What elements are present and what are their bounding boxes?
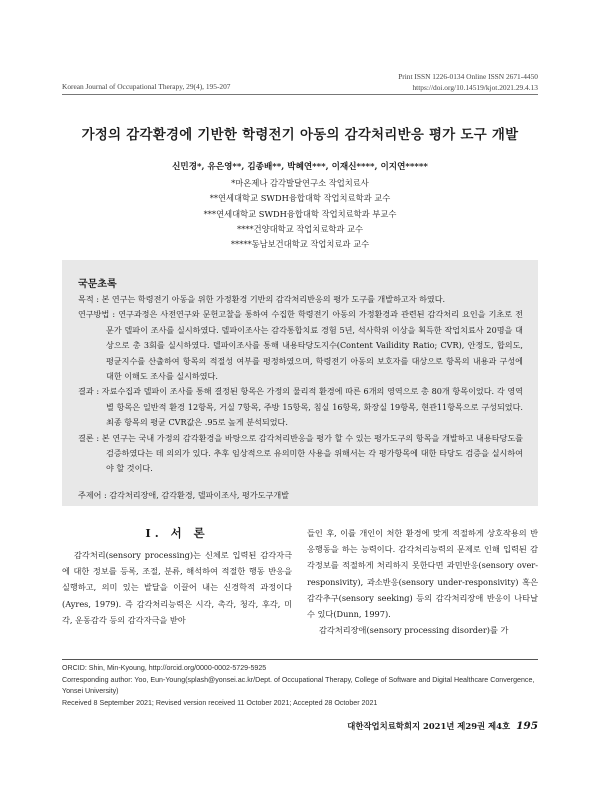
footnote-received: Received 8 September 2021; Revised version received 11 October 2021; Accepted 28 October 2021 [62, 698, 378, 707]
journal-citation: Korean Journal of Occupational Therapy, 29(4), 195-207 [62, 82, 231, 91]
intro-paragraph: 감각처리(sensory processing)는 신체로 입력된 감각자극에 대한 정보를 등록, 조절, 분류, 해석하여 적절한 행동 반응을 실행하고, 의미 있는 발달을 이끌어 내는 신경학적 과정이다(Ayres, 1979). 즉 감각처리능력은 시각, 촉각, 청각, 후각, 미각, 운동감각 등의 감각자극을 받아 [62, 550, 292, 625]
issn-block [398, 71, 538, 93]
keywords: 주제어 : 감각처리장애, 감각환경, 델파이조사, 평가도구개발 [78, 490, 289, 500]
footnote-corresponding: Corresponding author: Yoo, Eun-Young(splash@yonsei.ac.kr/Dept. of Occupational Therapy, College of Software and Digital Healthcare Convergence, Yonsei University) [62, 675, 535, 695]
footnote-rule [62, 659, 538, 660]
affiliation: ****건양대학교 작업치료학과 교수 [236, 223, 364, 234]
intro-paragraph: 들인 후, 이를 개인이 처한 환경에 맞게 적절하게 상호작용의 반응행동을 하는 능력이다. 감각처리능력의 문제로 인해 입력된 감각정보를 적절하게 처리하지 못한다면 과민반응(sensory over-responsivity), 과소반응(sensory under-responsivity) 혹은 감각추구(sensory seeking) 등의 감각처리장애 반응이 나타날 수 있다(Dunn, 1997). [307, 528, 538, 620]
abstract-body [78, 292, 523, 477]
right-column [307, 525, 538, 638]
author-list: 신민경*, 유은영**, 김종배**, 박혜연***, 이재신****, 이지연***** [172, 162, 428, 172]
affiliation: *마온제나 감각발달연구소 작업치료사 [231, 178, 369, 188]
footnote-orcid: ORCID: Shin, Min-Kyoung, http://orcid.org/0000-0002-5729-5925 [62, 664, 267, 672]
intro-paragraph: 감각처리장애(sensory processing disorder)를 가 [319, 625, 509, 636]
footnotes [62, 663, 538, 709]
abstract-results: 결과 : 자료수집과 델파이 조사를 통해 결정된 항목은 가정의 물리적 환경에 따른 6개의 영역으로 총 80개 항목이었다. 각 영역별 항목은 일반적 환경 12항목, 거실 7항목, 주방 15항목, 침실 16항목, 화장실 19항목, 현관11항목으로 구성되었다. 최종 항목의 평균 CVR값은 .95로 높게 분석되었다. [78, 386, 523, 428]
footer-journal: 대한작업치료학회지 2021년 제29권 제4호 [347, 721, 511, 731]
paper-title: 가정의 감각환경에 기반한 학령전기 아동의 감각처리반응 평가 도구 개발 [81, 127, 519, 143]
issn-line: Print ISSN 1226-0134 Online ISSN 2671-4450 [398, 72, 538, 81]
affiliation: *****동남보건대학교 작업치료과 교수 [230, 239, 370, 250]
doi-link[interactable]: https://doi.org/10.14519/kjot.2021.29.4.13 [412, 83, 538, 92]
abstract-purpose: 목적 : 본 연구는 학령전기 아동을 위한 가정환경 기반의 감각처리반응의 평가 도구를 개발하고자 하였다. [78, 294, 446, 304]
header-rule [62, 94, 538, 95]
abstract-conclusion: 결론 : 본 연구는 국내 가정의 감각환경을 바탕으로 감각처리반응을 평가 할 수 있는 평가도구의 항목을 개발하고 내용타당도를 검증하였다는 데 의의가 있다. 추후 임상적으로 유의미한 사용을 위해서는 각 평가항목에 대한 타당도 검증을 실시하여야 할 것이다. [78, 432, 523, 474]
page-number: 195 [516, 720, 538, 732]
affiliation: **연세대학교 SWDH융합대학 작업치료학과 교수 [209, 193, 391, 204]
section-heading: Ⅰ. 서 론 [145, 526, 209, 540]
left-column [62, 525, 292, 628]
affiliation-list [40, 176, 560, 252]
abstract-methods: 연구방법 : 연구과정은 사전연구와 문헌고찰을 통하여 수집한 학령전기 아동의 가정환경과 관련된 감각처리 요인을 기초로 전문가 델파이 조사를 실시하였다. 델파이조사는 감각통합치료 경험 5년, 석사학위 이상을 획득한 작업치료사 20명을 대상으로 총 3회를 실시하였다. 델파이조사를 통해 내용타당도지수(Content Vailidity Ratio; CVR), 안정도, 합의도, 평균지수를 산출하여 항목의 적절성 여부를 평정하였으며, 학령전기 아동의 보호자를 대상으로 항목의 내용과 구성에 대한 이해도 조사를 실시하였다. [78, 309, 523, 382]
abstract-heading: 국문초록 [78, 279, 117, 290]
affiliation: ***연세대학교 SWDH융합대학 작업치료학과 부교수 [203, 208, 397, 219]
page-footer [347, 720, 538, 732]
